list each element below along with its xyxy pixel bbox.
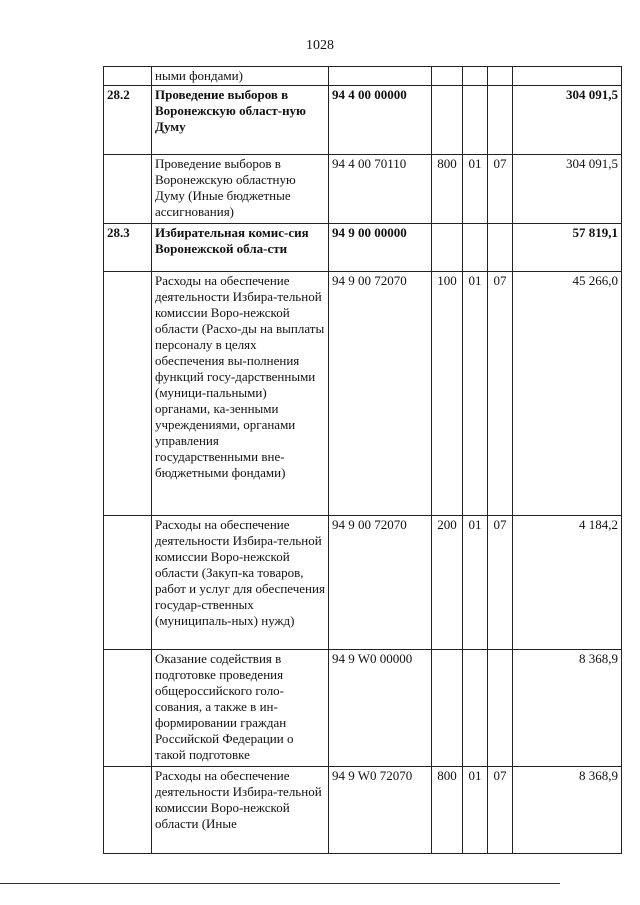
row-number: 28.3 — [104, 224, 152, 272]
row-expense-type — [432, 67, 463, 86]
page-number: 1028 — [306, 38, 334, 53]
row-amount: 8 368,9 — [513, 767, 622, 854]
row-code: 94 4 00 00000 — [329, 86, 432, 155]
row-section — [463, 650, 488, 767]
table-row — [104, 67, 622, 86]
budget-table — [103, 66, 622, 854]
row-section — [463, 86, 488, 155]
row-subsection — [488, 86, 513, 155]
row-subsection: 07 — [488, 516, 513, 650]
row-amount: 8 368,9 — [513, 650, 622, 767]
table-row — [104, 767, 622, 854]
row-expense-type — [432, 650, 463, 767]
row-code: 94 9 W0 72070 — [329, 767, 432, 854]
row-expense-type: 800 — [432, 767, 463, 854]
row-name: Расходы на обеспечение деятельности Избира-тельной комиссии Воро-нежской области (Закуп-ка товаров, работ и услуг для обеспечения государ-ственных (муниципаль-ных) нужд) — [152, 516, 329, 650]
row-amount: 45 266,0 — [513, 272, 622, 516]
table-row — [104, 516, 622, 650]
row-name: ными фондами) — [152, 67, 329, 86]
row-name: Расходы на обеспечение деятельности Избира-тельной комиссии Воро-нежской области (Иные — [152, 767, 329, 854]
row-section: 01 — [463, 155, 488, 224]
row-name: Избирательная комис-сия Воронежской обла-сти — [152, 224, 329, 272]
table-row — [104, 86, 622, 155]
table-row — [104, 224, 622, 272]
row-code: 94 9 W0 00000 — [329, 650, 432, 767]
row-number — [104, 272, 152, 516]
row-number — [104, 516, 152, 650]
row-name: Оказание содействия в подготовке проведения общероссийского голо-сования, а также в ин-формировании граждан Российской Федерации о такой подготовке — [152, 650, 329, 767]
row-expense-type — [432, 224, 463, 272]
row-subsection — [488, 650, 513, 767]
row-name: Проведение выборов в Воронежскую областную Думу (Иные бюджетные ассигнования) — [152, 155, 329, 224]
row-code: 94 9 00 72070 — [329, 272, 432, 516]
row-section — [463, 67, 488, 86]
row-code: 94 9 00 00000 — [329, 224, 432, 272]
row-amount: 57 819,1 — [513, 224, 622, 272]
row-number — [104, 155, 152, 224]
table-body — [104, 67, 622, 854]
table-row — [104, 272, 622, 516]
row-expense-type: 800 — [432, 155, 463, 224]
row-amount: 304 091,5 — [513, 86, 622, 155]
row-section — [463, 224, 488, 272]
table-row — [104, 650, 622, 767]
row-code: 94 4 00 70110 — [329, 155, 432, 224]
row-expense-type — [432, 86, 463, 155]
row-subsection: 07 — [488, 155, 513, 224]
row-name: Проведение выборов в Воронежскую област-ную Думу — [152, 86, 329, 155]
row-amount: 304 091,5 — [513, 155, 622, 224]
row-subsection: 07 — [488, 767, 513, 854]
row-number: 28.2 — [104, 86, 152, 155]
row-name: Расходы на обеспечение деятельности Избира-тельной комиссии Воро-нежской области (Расхо-ды на выплаты персоналу в целях обеспечения вы-полнения функций госу-дарственными (муници-пальными) органами, ка-зенными учреждениями, органами управления государственными вне-бюджетными фондами) — [152, 272, 329, 516]
row-section: 01 — [463, 767, 488, 854]
row-number — [104, 767, 152, 854]
row-section: 01 — [463, 272, 488, 516]
row-expense-type: 200 — [432, 516, 463, 650]
row-subsection — [488, 224, 513, 272]
row-subsection: 07 — [488, 272, 513, 516]
row-amount: 4 184,2 — [513, 516, 622, 650]
row-code — [329, 67, 432, 86]
row-code: 94 9 00 72070 — [329, 516, 432, 650]
row-expense-type: 100 — [432, 272, 463, 516]
row-subsection — [488, 67, 513, 86]
row-section: 01 — [463, 516, 488, 650]
row-amount — [513, 67, 622, 86]
table-row — [104, 155, 622, 224]
footer-rule — [0, 883, 560, 884]
row-number — [104, 67, 152, 86]
row-number — [104, 650, 152, 767]
